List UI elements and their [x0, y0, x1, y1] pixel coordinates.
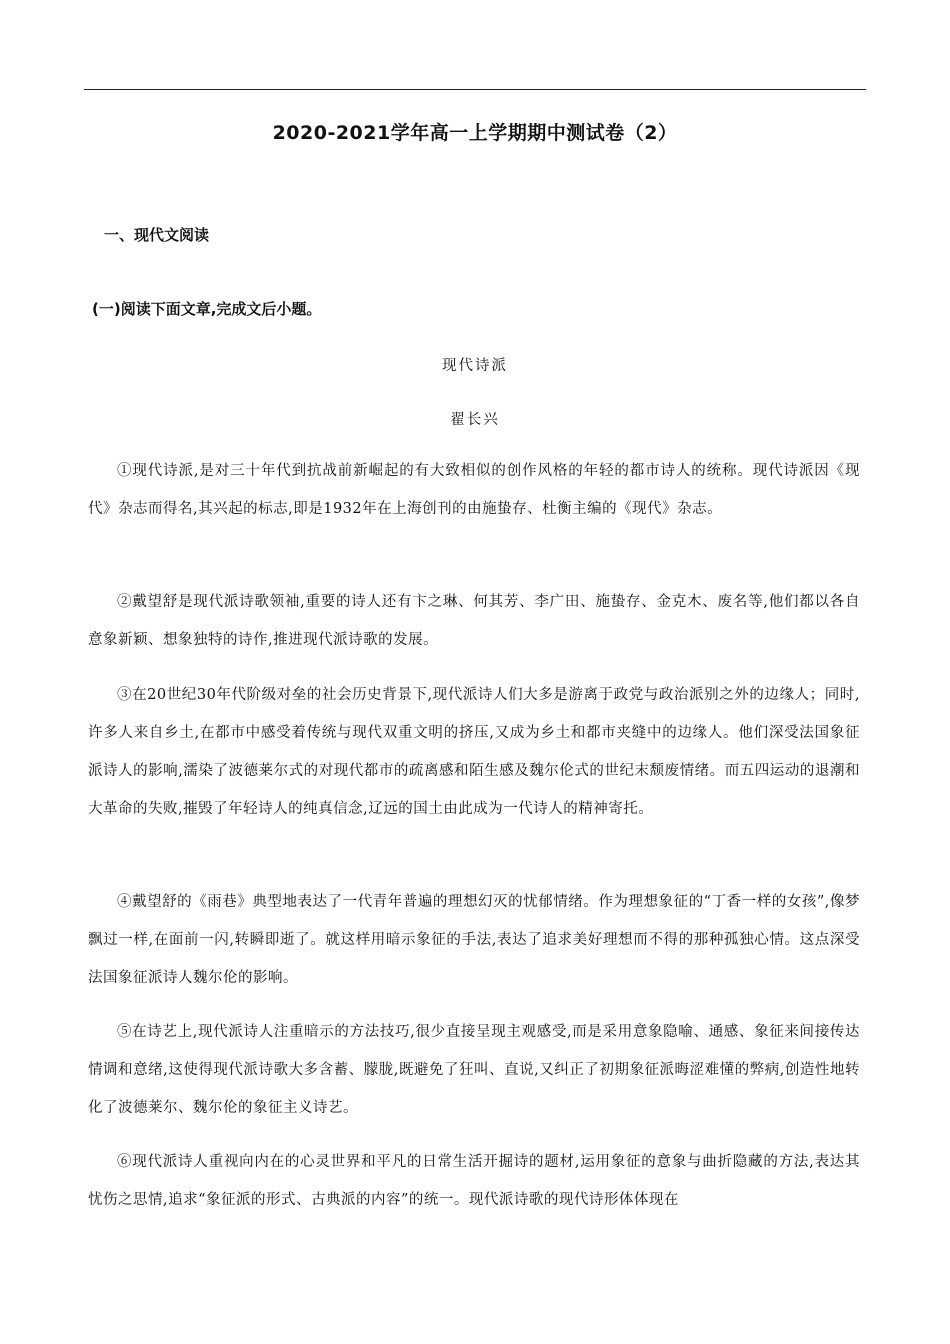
page-title: 2020-2021学年高一上学期期中测试卷（2） — [272, 122, 678, 144]
section-heading: 一、现代文阅读 — [104, 226, 210, 244]
paragraph-3: ③在20世纪30年代阶级对垒的社会历史背景下,现代派诗人们大多是游离于政党与政治派别之外的边缘人；同时,许多人来自乡土,在都市中感受着传统与现代双重文明的挤压,又成为乡土和都市夹缝中的边缘人。他们深受法国象征派诗人的影响,濡染了波德莱尔式的对现代都市的疏离感和陌生感及魏尔伦式的世纪末颓废情绪。而五四运动的退潮和大革命的失败,摧毁了年轻诗人的纯真信念,辽远的国土由此成为一代诗人的精神寄托。 — [88, 687, 860, 817]
paragraph-2: ②戴望舒是现代派诗歌领袖,重要的诗人还有卞之琳、何其芳、李广田、施蛰存、金克木、废名等,他们都以各自意象新颖、想象独特的诗作,推进现代派诗歌的发展。 — [88, 594, 860, 648]
article-author: 翟长兴 — [450, 412, 500, 428]
paragraph-1: ①现代诗派,是对三十年代到抗战前新崛起的有大致相似的创作风格的年轻的都市诗人的统称。现代诗派因《现代》杂志而得名,其兴起的标志,即是1932年在上海创刊的由施蛰存、杜衡主编的《现代》杂志。 — [88, 463, 860, 517]
paragraph-5: ⑤在诗艺上,现代派诗人注重暗示的方法技巧,很少直接呈现主观感受,而是采用意象隐喻、通感、象征来间接传达情调和意绪,这使得现代派诗歌大多含蓄、朦胧,既避免了狂叫、直说,又纠正了初期象征派晦涩难懂的弊病,创造性地转化了波德莱尔、魏尔伦的象征主义诗艺。 — [88, 1024, 860, 1116]
paragraph-4: ④戴望舒的《雨巷》典型地表达了一代青年普遍的理想幻灭的忧郁情绪。作为理想象征的“丁香一样的女孩”,像梦飘过一样,在面前一闪,转瞬即逝了。就这样用暗示象征的手法,表达了追求美好理想而不得的那种孤独心情。这点深受法国象征派诗人魏尔伦的影响。 — [88, 894, 860, 986]
paragraph-6: ⑥现代派诗人重视向内在的心灵世界和平凡的日常生活开掘诗的题材,运用象征的意象与曲折隐藏的方法,表达其忧伤之思情,追求“象征派的形式、古典派的内容”的统一。现代派诗歌的现代诗形体体现在 — [88, 1154, 860, 1208]
reading-instruction: (一)阅读下面文章,完成文后小题。 — [92, 300, 322, 318]
header-rule — [84, 89, 866, 90]
article-title: 现代诗派 — [442, 358, 508, 374]
